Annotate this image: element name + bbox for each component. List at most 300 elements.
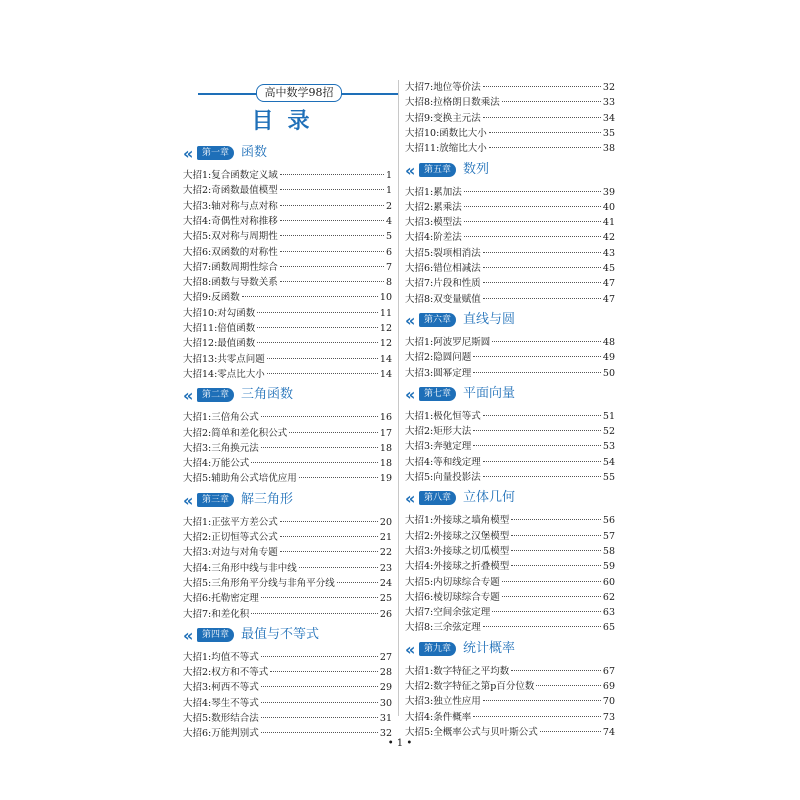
toc-entry[interactable]: [183, 680, 392, 695]
entry-page: 70: [602, 696, 615, 708]
book-tag: 高中数学98招: [256, 84, 342, 102]
entry-page: 20: [379, 516, 392, 528]
leader-dots: [511, 550, 601, 551]
double-chevron-left-icon: «: [405, 384, 411, 404]
leader-dots: [261, 656, 378, 657]
entry-page: 5: [385, 231, 392, 243]
leader-dots: [492, 341, 601, 342]
chapter-heading[interactable]: [183, 386, 392, 406]
double-chevron-left-icon: «: [405, 160, 411, 180]
entry-label: 大招2:累乘法: [405, 201, 462, 213]
entry-page: 31: [379, 713, 392, 724]
leader-dots: [251, 613, 378, 614]
leader-dots: [464, 206, 601, 207]
entry-label: 大招4:阶差法: [405, 232, 462, 244]
leader-dots: [257, 342, 378, 343]
chapter-heading[interactable]: [405, 640, 615, 660]
leader-dots: [540, 731, 601, 732]
toc-entry[interactable]: [405, 455, 615, 470]
leader-dots: [267, 373, 378, 374]
leader-dots: [280, 281, 384, 282]
leader-dots: [489, 132, 601, 133]
leader-dots: [483, 86, 601, 87]
entry-page: 59: [602, 561, 615, 573]
toc-entry[interactable]: [405, 620, 615, 635]
leader-dots: [483, 626, 601, 627]
chapter-name: 立体几何: [463, 490, 516, 506]
leader-dots: [257, 327, 378, 328]
toc-entry[interactable]: [183, 471, 392, 486]
entry-label: 大招3:外接球之切瓜模型: [405, 545, 510, 557]
entry-page: 35: [602, 127, 615, 139]
entry-label: 大招7:片段和性质: [405, 278, 481, 290]
leader-dots: [464, 221, 601, 222]
toc-entry[interactable]: [183, 290, 392, 305]
chapter-heading[interactable]: [405, 489, 615, 509]
entry-page: 50: [602, 367, 615, 379]
entry-label: 大招2:奇函数最值模型: [183, 185, 278, 197]
entry-label: 大招2:矩形大法: [405, 426, 472, 438]
entry-page: 16: [379, 412, 392, 424]
entry-label: 大招5:向量投影法: [405, 472, 481, 483]
entry-label: 大招11:放缩比大小: [405, 143, 487, 155]
toc-entry[interactable]: [183, 367, 392, 382]
leader-dots: [280, 189, 384, 190]
leader-dots: [483, 298, 601, 299]
entry-page: 57: [602, 530, 615, 542]
leader-dots: [483, 476, 601, 477]
chapter-name: 统计概率: [463, 640, 516, 656]
entry-page: 12: [379, 338, 392, 350]
entry-page: 47: [602, 278, 615, 290]
leader-dots: [280, 235, 384, 236]
chapter-badge: 第六章: [419, 313, 456, 327]
toc-entry[interactable]: [183, 515, 392, 530]
toc-entry[interactable]: [183, 607, 392, 622]
entry-page: 23: [379, 562, 392, 574]
entry-page: 26: [379, 608, 392, 620]
toc-entry[interactable]: [183, 591, 392, 606]
entry-page: 62: [602, 591, 615, 603]
toc-entry[interactable]: [183, 336, 392, 351]
entry-label: 大招3:模型法: [405, 217, 462, 229]
toc-entry[interactable]: [405, 141, 615, 156]
toc-entry[interactable]: [183, 352, 392, 367]
entry-label: 大招5:全概率公式与贝叶斯公式: [405, 726, 538, 738]
toc-entry[interactable]: [183, 306, 392, 321]
toc-entry[interactable]: [405, 544, 615, 559]
toc-entry[interactable]: [405, 590, 615, 605]
toc-entry[interactable]: [183, 696, 392, 711]
toc-entry[interactable]: [405, 424, 615, 439]
chapter-heading[interactable]: [405, 161, 615, 181]
toc-entry[interactable]: [183, 168, 392, 183]
entry-label: 大招1:数字特征之平均数: [405, 665, 510, 677]
toc-entry[interactable]: [183, 530, 392, 545]
entry-page: 11: [379, 307, 392, 319]
leader-dots: [280, 205, 384, 206]
entry-page: 65: [602, 622, 615, 634]
entry-page: 42: [602, 232, 615, 244]
entry-label: 大招9:反函数: [183, 292, 240, 304]
toc-entry[interactable]: [183, 441, 392, 456]
toc-entry[interactable]: [405, 246, 615, 261]
leader-dots: [473, 356, 601, 357]
entry-label: 大招10:对勾函数: [183, 307, 256, 319]
entry-page: 30: [379, 697, 392, 709]
page-number: • 1 •: [387, 738, 413, 749]
entry-label: 大招8:拉格朗日数乘法: [405, 97, 500, 109]
entry-page: 28: [379, 667, 392, 679]
leader-dots: [280, 220, 384, 221]
entry-page: 33: [602, 97, 615, 109]
entry-page: 55: [602, 472, 615, 483]
toc-entry[interactable]: [183, 321, 392, 336]
leader-dots: [483, 117, 601, 118]
leader-dots: [261, 416, 378, 417]
entry-label: 大招4:奇偶性对称推移: [183, 215, 278, 227]
entry-page: 74: [602, 726, 615, 738]
chapter-heading[interactable]: [183, 491, 392, 511]
entry-label: 大招9:变换主元法: [405, 112, 481, 124]
entry-page: 32: [379, 728, 392, 740]
leader-dots: [483, 700, 601, 701]
entry-page: 7: [385, 261, 392, 273]
toc-entry[interactable]: [405, 230, 615, 245]
leader-dots: [337, 582, 378, 583]
leader-dots: [299, 477, 378, 478]
leader-dots: [511, 565, 601, 566]
leader-dots: [511, 670, 601, 671]
leader-dots: [502, 596, 601, 597]
chapter-badge: 第一章: [197, 146, 234, 160]
entry-page: 12: [379, 323, 392, 334]
entry-page: 39: [602, 186, 615, 198]
entry-page: 27: [379, 651, 392, 663]
toc-entry[interactable]: [183, 456, 392, 471]
entry-label: 大招4:万能公式: [183, 458, 250, 470]
entry-label: 大招4:条件概率: [405, 711, 472, 723]
leader-dots: [502, 101, 601, 102]
entry-label: 大招2:正切恒等式公式: [183, 532, 278, 543]
toc-entry[interactable]: [405, 559, 615, 574]
entry-page: 25: [379, 593, 392, 605]
entry-page: 51: [602, 410, 615, 422]
entry-page: 1: [385, 170, 392, 181]
leader-dots: [483, 267, 601, 268]
leader-dots: [536, 685, 601, 686]
entry-page: 21: [379, 532, 392, 543]
leader-dots: [492, 611, 601, 612]
leader-dots: [464, 236, 601, 237]
leader-dots: [261, 686, 378, 687]
entry-page: 2: [385, 200, 392, 212]
toc-entry[interactable]: [183, 260, 392, 275]
double-chevron-left-icon: «: [405, 639, 411, 659]
toc-entry[interactable]: [405, 664, 615, 679]
entry-page: 34: [602, 112, 615, 124]
entry-page: 14: [379, 353, 392, 365]
page-title: 目录: [251, 109, 324, 134]
leader-dots: [473, 430, 601, 431]
leader-dots: [289, 432, 378, 433]
toc-entry[interactable]: [405, 679, 615, 694]
leader-dots: [483, 282, 601, 283]
entry-page: 17: [379, 427, 392, 439]
entry-label: 大招3:对边与对角专题: [183, 547, 278, 559]
entry-label: 大招1:均值不等式: [183, 651, 259, 663]
entry-label: 大招6:棱切球综合专题: [405, 591, 500, 603]
chapter-badge: 第九章: [419, 642, 456, 656]
double-chevron-left-icon: «: [183, 386, 189, 406]
leader-dots: [502, 581, 601, 582]
chapter-name: 函数: [241, 145, 268, 160]
toc-entry[interactable]: [183, 665, 392, 680]
entry-label: 大招5:三角形角平分线与非角平分线: [183, 577, 335, 589]
toc-entry[interactable]: [183, 650, 392, 665]
entry-page: 38: [602, 143, 615, 155]
entry-page: 60: [602, 576, 615, 588]
leader-dots: [483, 461, 601, 462]
toc-entry[interactable]: [183, 275, 392, 290]
toc-entry[interactable]: [183, 199, 392, 214]
chapter-badge: 第七章: [419, 387, 456, 401]
leader-dots: [464, 191, 601, 192]
entry-label: 大招1:累加法: [405, 186, 462, 198]
chapter-name: 最值与不等式: [241, 626, 320, 642]
double-chevron-left-icon: «: [183, 144, 189, 163]
chapter-badge: 第三章: [197, 493, 234, 507]
leader-dots: [280, 551, 378, 552]
entry-label: 大招7:函数周期性综合: [183, 261, 278, 273]
leader-dots: [473, 372, 601, 373]
toc-entry[interactable]: [405, 215, 615, 230]
leader-dots: [280, 174, 384, 175]
chapter-badge: 第五章: [419, 163, 456, 177]
entry-label: 大招13:共零点问题: [183, 353, 265, 365]
entry-label: 大招4:外接球之折叠模型: [405, 561, 510, 573]
entry-page: 69: [602, 681, 615, 692]
entry-label: 大招2:外接球之汉堡模型: [405, 530, 510, 542]
entry-label: 大招1:外接球之墙角模型: [405, 515, 510, 527]
entry-label: 大招4:琴生不等式: [183, 697, 259, 709]
double-chevron-left-icon: «: [405, 310, 411, 330]
leader-dots: [257, 312, 378, 313]
entry-label: 大招10:函数比大小: [405, 127, 487, 139]
toc-entry[interactable]: [183, 183, 392, 198]
leader-dots: [261, 732, 378, 733]
leader-dots: [280, 521, 378, 522]
toc-entry[interactable]: [405, 292, 615, 307]
entry-page: 29: [379, 682, 392, 694]
leader-dots: [511, 535, 601, 536]
toc-entry[interactable]: [405, 126, 615, 141]
chapter-heading[interactable]: [183, 144, 392, 164]
leader-dots: [251, 462, 378, 463]
chapter-name: 解三角形: [241, 491, 294, 507]
leader-dots: [280, 536, 378, 537]
chapter-name: 三角函数: [241, 387, 294, 403]
entry-label: 大招5:内切球综合专题: [405, 576, 500, 588]
entry-label: 大招7:和差化积: [183, 608, 250, 620]
column-divider: [398, 80, 399, 716]
entry-label: 大招6:双函数的对称性: [183, 246, 278, 258]
entry-page: 53: [602, 441, 615, 453]
entry-page: 22: [379, 547, 392, 559]
entry-label: 大招3:独立性应用: [405, 696, 481, 708]
chapter-heading[interactable]: [405, 385, 615, 405]
toc-entry[interactable]: [405, 605, 615, 620]
entry-label: 大招3:柯西不等式: [183, 682, 259, 694]
entry-label: 大招1:阿波罗尼斯圆: [405, 336, 491, 348]
toc-entry[interactable]: [183, 576, 392, 591]
toc-entry[interactable]: [405, 200, 615, 215]
entry-page: 24: [379, 577, 392, 589]
entry-page: 40: [602, 201, 615, 213]
toc-entry[interactable]: [183, 545, 392, 560]
book-banner: [198, 84, 398, 102]
entry-page: 47: [602, 293, 615, 305]
entry-page: 41: [602, 217, 615, 229]
toc-entry[interactable]: [405, 276, 615, 291]
entry-label: 大招3:奔驰定理: [405, 441, 472, 453]
entry-label: 大招8:函数与导数关系: [183, 277, 278, 289]
toc-entry[interactable]: [405, 470, 615, 485]
entry-page: 58: [602, 545, 615, 557]
toc-entry[interactable]: [183, 561, 392, 576]
toc-entry[interactable]: [405, 95, 615, 110]
chapter-name: 平面向量: [463, 385, 516, 401]
chapter-heading[interactable]: [183, 626, 392, 646]
entry-label: 大招3:圆幂定理: [405, 367, 472, 379]
entry-label: 大招6:万能判别式: [183, 728, 259, 740]
toc-entry[interactable]: [405, 710, 615, 725]
entry-page: 56: [602, 515, 615, 527]
entry-label: 大招5:双对称与周期性: [183, 231, 278, 243]
entry-label: 大招2:简单和差化积公式: [183, 427, 288, 439]
leader-dots: [280, 251, 384, 252]
toc-entry[interactable]: [183, 711, 392, 726]
entry-page: 6: [385, 246, 392, 258]
entry-page: 45: [602, 263, 615, 274]
toc-entry[interactable]: [405, 409, 615, 424]
entry-page: 14: [379, 368, 392, 380]
entry-label: 大招11:倍值函数: [183, 323, 256, 334]
leader-dots: [261, 447, 378, 448]
toc-entry[interactable]: [183, 245, 392, 260]
entry-page: 49: [602, 352, 615, 364]
toc-entry[interactable]: [405, 350, 615, 365]
toc-entry[interactable]: [405, 111, 615, 126]
leader-dots: [511, 519, 601, 520]
entry-page: 67: [602, 665, 615, 677]
entry-label: 大招12:最值函数: [183, 338, 256, 350]
leader-dots: [483, 415, 601, 416]
toc-entry[interactable]: [405, 513, 615, 528]
toc-entry[interactable]: [405, 529, 615, 544]
entry-page: 4: [385, 215, 392, 227]
entry-page: 43: [602, 247, 615, 259]
entry-page: 18: [379, 458, 392, 470]
chapter-badge: 第八章: [419, 491, 456, 505]
toc-entry[interactable]: [405, 694, 615, 709]
entry-label: 大招6:错位相减法: [405, 263, 481, 274]
leader-dots: [261, 702, 378, 703]
entry-label: 大招6:托勒密定理: [183, 593, 259, 605]
entry-label: 大招14:零点比大小: [183, 368, 265, 380]
entry-page: 52: [602, 426, 615, 438]
leader-dots: [280, 266, 384, 267]
entry-label: 大招1:极化恒等式: [405, 410, 481, 422]
entry-page: 32: [602, 82, 615, 93]
leader-dots: [267, 358, 378, 359]
entry-page: 10: [379, 292, 392, 304]
leader-dots: [242, 296, 378, 297]
entry-label: 大招7:空间余弦定理: [405, 607, 491, 619]
toc-entry[interactable]: [405, 335, 615, 350]
chapter-name: 直线与圆: [463, 311, 516, 327]
leader-dots: [473, 445, 601, 446]
toc-entry[interactable]: [405, 261, 615, 276]
entry-page: 18: [379, 442, 392, 454]
toc-entry[interactable]: [405, 366, 615, 381]
entry-label: 大招1:正弦平方差公式: [183, 516, 278, 528]
chapter-heading[interactable]: [405, 311, 615, 331]
leader-dots: [483, 252, 601, 253]
entry-page: 19: [379, 473, 392, 485]
entry-label: 大招8:三余弦定理: [405, 622, 481, 634]
toc-entry[interactable]: [405, 439, 615, 454]
chapter-name: 数列: [463, 161, 490, 177]
chapter-badge: 第二章: [197, 388, 234, 402]
chapter-badge: 第四章: [197, 628, 234, 642]
entry-label: 大招1:三倍角公式: [183, 412, 259, 424]
entry-page: 1: [385, 185, 392, 197]
entry-label: 大招5:数形结合法: [183, 713, 259, 724]
entry-page: 8: [385, 277, 392, 289]
toc-entry[interactable]: [183, 410, 392, 425]
entry-page: 63: [602, 607, 615, 619]
leader-dots: [270, 671, 378, 672]
leader-dots: [489, 147, 601, 148]
toc-entry[interactable]: [183, 426, 392, 441]
entry-label: 大招3:轴对称与点对称: [183, 200, 278, 212]
toc-entry[interactable]: [183, 229, 392, 244]
toc-entry[interactable]: [405, 80, 615, 95]
entry-label: 大招5:辅助角公式培优应用: [183, 473, 297, 485]
toc-entry[interactable]: [405, 575, 615, 590]
leader-dots: [261, 717, 378, 718]
toc-entry[interactable]: [405, 185, 615, 200]
entry-label: 大招4:等和线定理: [405, 456, 481, 468]
entry-label: 大招5:裂项相消法: [405, 247, 481, 259]
entry-label: 大招4:三角形中线与非中线: [183, 562, 297, 574]
entry-label: 大招8:双变量赋值: [405, 293, 481, 305]
entry-label: 大招3:三角换元法: [183, 442, 259, 454]
entry-label: 大招2:权方和不等式: [183, 667, 269, 679]
toc-entry[interactable]: [183, 214, 392, 229]
entry-page: 48: [602, 336, 615, 348]
entry-label: 大招1:复合函数定义域: [183, 170, 278, 181]
entry-label: 大招7:地位等价法: [405, 82, 481, 93]
leader-dots: [473, 716, 601, 717]
entry-label: 大招2:隐圆问题: [405, 352, 472, 364]
leader-dots: [261, 597, 378, 598]
entry-page: 54: [602, 456, 615, 468]
leader-dots: [299, 567, 378, 568]
double-chevron-left-icon: «: [405, 489, 411, 509]
double-chevron-left-icon: «: [183, 490, 189, 510]
